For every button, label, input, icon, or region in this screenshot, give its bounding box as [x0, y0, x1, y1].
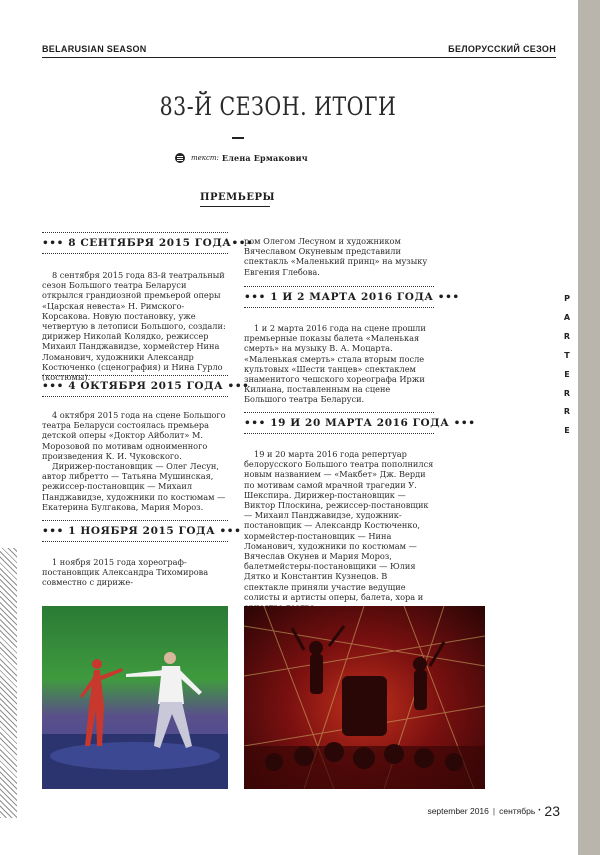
byline-author: Елена Ермакович [221, 153, 308, 163]
ballet-duet-photo [42, 606, 228, 789]
date-heading-mar-19-2016: ••• 19 И 20 МАРТА 2016 ГОДА ••• [244, 412, 434, 434]
parterre-side-label: P A R T E R R E [563, 294, 571, 436]
paragraph: 8 сентября 2015 года 83-й театральный сезон Большого театра Беларуси открылся грандиозной премьерой оперы «Царская невеста» Н. Римского-Корсакова. Новую постановку, уже четвертую в летописи Большого, создали: дирижер Николай Колядко, режиссер Михаил Панджавидзе, хормейстер Нина Ломанович, художники Александр Костюченко (сценография) и Нина Гурло (костюмы). [42, 270, 226, 383]
paragraph: ром Олегом Лесуном и художником Вячеславом Окуневым представили спектакль «Маленький принц» на музыку Евгения Глебова. [244, 236, 428, 277]
body-text-nov-2015 [42, 557, 228, 588]
paragraph: 19 и 20 марта 2016 года репертуар белорусского Большого театра пополнился новым названием — «Макбет» Дж. Верди по мотивам самой мрачной трагедии У. Шекспира. Дирижер-постановщик — Виктор Плоскина, режиссер-постановщик — Михаил Панджавидзе, художник-постановщик — Александр Костюченко, хормейстер-постановщик — Нина Ломанович, художники по костюмам — Вячеслав Окунев и Мария Мороз, балетмейстеры-постановщики — Юлия Дятко и Константин Кузнецов. В спектакле приняли участие ведущие солисты и артисты оперы, балета, хора и [244, 449, 434, 602]
page-footer [400, 803, 560, 819]
paragraph: 4 октября 2015 года на сцене Большого театра Беларуси состоялась премьера детской оперы «Доктор Айболит» М. Морозовой по мотивам одноименного произведения К. И. Чуковского. [42, 410, 226, 461]
paragraph: Дирижер-постановщик — Олег Лесун, автор либретто — Татьяна Мушинская, режиссер-постановщик — Михаил Панджавидзе, художники по костюмам — Екатерина Булгакова, Мария Мороз. [42, 461, 226, 512]
body-text-sep-2015 [42, 270, 228, 382]
footer-bullet: • [538, 808, 541, 814]
section-title-premieres: ПРЕМЬЕРЫ [200, 192, 270, 207]
page-title: 83-Й СЕЗОН. ИТОГИ [159, 92, 397, 121]
footer-separator: | [492, 806, 496, 816]
paragraph: 1 ноября 2015 года хореограф-постановщик Александра Тихомирова совместно с дириже- [42, 557, 209, 588]
header-left-label: BELARUSIAN SEASON [42, 44, 147, 54]
hatch-decoration [0, 548, 17, 818]
body-text-nov-2015-continued [244, 236, 434, 277]
macbeth-stage-photo [244, 606, 485, 789]
pen-icon [175, 153, 185, 163]
byline [175, 151, 308, 165]
running-header [42, 44, 556, 58]
page-edge-strip [578, 0, 600, 855]
footer-month-en: september 2016 [427, 806, 489, 816]
header-right-label: БЕЛОРУССКИЙ СЕЗОН [448, 44, 556, 54]
paragraph: 1 и 2 марта 2016 года на сцене прошли премьерные показы балета «Маленькая смерть» на музыку В. А. Моцарта. «Маленькая смерть» стала вторым после культовых «Шести танцев» спектаклем знаменитого чешского хореографа Иржи Килиана, поставленным на сцене Большого театра Беларуси. [244, 323, 426, 405]
date-heading-sep-2015: ••• 8 СЕНТЯБРЯ 2015 ГОДА••• [42, 232, 228, 254]
byline-prefix: текст: [191, 154, 219, 162]
page-number: 23 [544, 803, 560, 819]
date-heading-oct-2015: ••• 4 ОКТЯБРЯ 2015 ГОДА ••• [42, 375, 228, 397]
title-dash-divider [232, 137, 244, 139]
date-heading-nov-2015: ••• 1 НОЯБРЯ 2015 ГОДА ••• [42, 520, 228, 542]
body-text-mar-1-2016 [244, 323, 434, 405]
body-text-mar-19-2016 [244, 449, 434, 612]
body-text-oct-2015 [42, 410, 228, 512]
date-heading-mar-1-2016: ••• 1 И 2 МАРТА 2016 ГОДА ••• [244, 286, 434, 308]
footer-month-ru: сентябрь [499, 806, 536, 816]
